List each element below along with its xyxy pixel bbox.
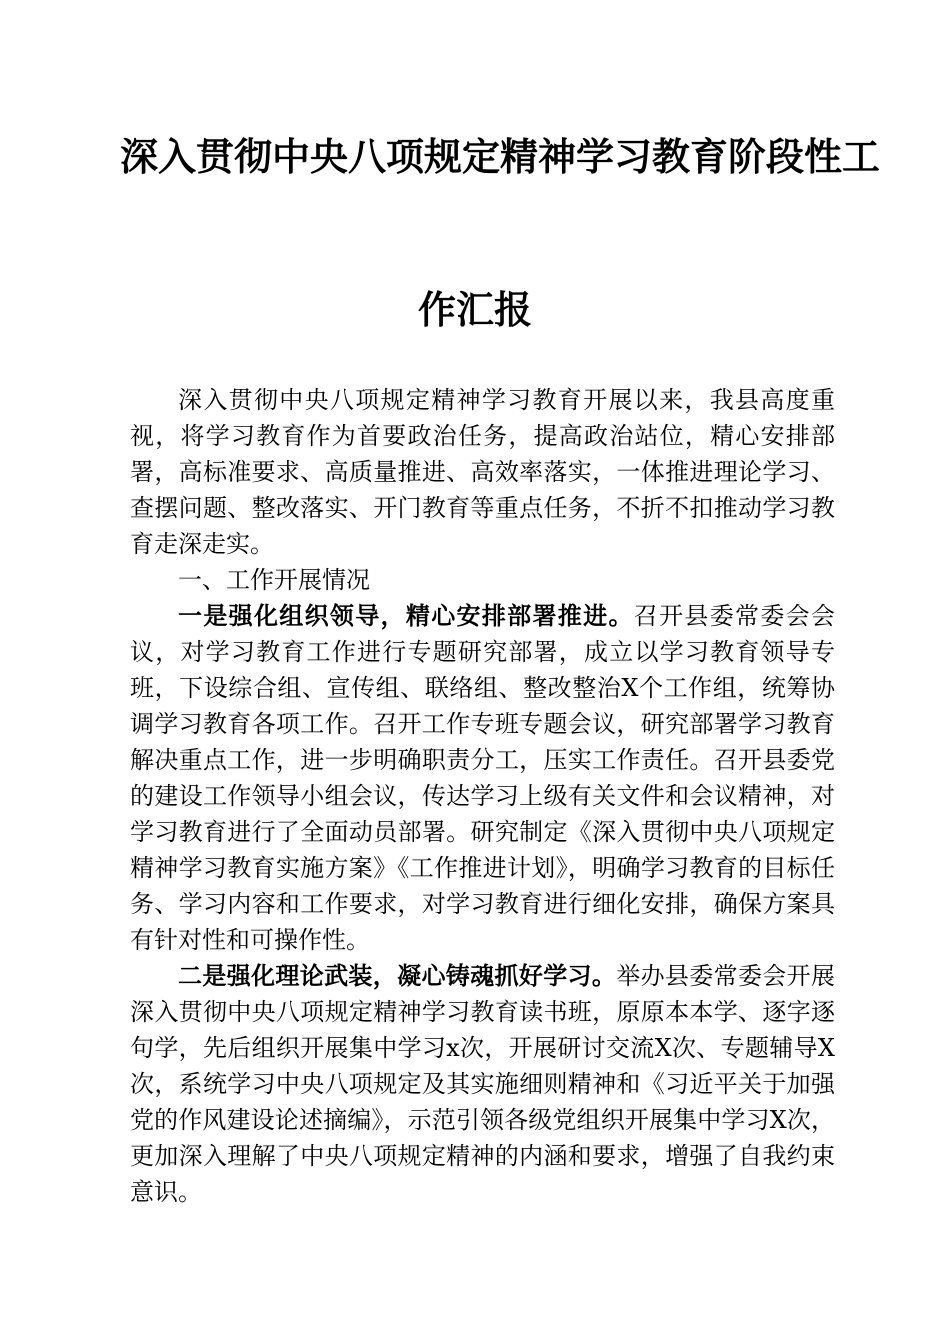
paragraph-1-lead: 一是强化组织领导，精心安排部署推进。	[178, 601, 634, 630]
section-heading: 一、工作开展情况	[178, 566, 370, 594]
body-paragraph-1	[130, 598, 835, 958]
document-title-line-1: 深入贯彻中央八项规定精神学习教育阶段性工	[120, 134, 881, 179]
body-paragraph-2	[130, 958, 835, 1210]
intro-paragraph: 深入贯彻中央八项规定精神学习教育开展以来，我县高度重视，将学习教育作为首要政治任务，提高政治站位，精心安排部署，高标准要求、高质量推进、高效率落实，一体推进理论学习、查摆问题、整改落实、开门教育等重点任务，不折不扣推动学习教育走深走实。	[130, 386, 835, 558]
paragraph-1-text: 召开县委常委会会议，对学习教育工作进行专题研究部署，成立以学习教育领导专班，下设综合组、宣传组、联络组、整改整治X个工作组，统筹协调学习教育各项工作。召开工作专班专题会议，研究部署学习教育解决重点工作，进一步明确职责分工，压实工作责任。召开县委党的建设工作领导小组会议，传达学习上级有关文件和会议精神，对学习教育进行了全面动员部署。研究制定《深入贯彻中央八项规定精神学习教育实施方案》《工作推进计划》，明确学习教育的目标任务、学习内容和工作要求，对学习教育进行细化安排，确保方案具有针对性和可操作性。	[130, 602, 836, 954]
paragraph-2-lead: 二是强化理论武装，凝心铸魂抓好学习。	[178, 961, 617, 990]
document-title-line-2: 作汇报	[417, 287, 532, 332]
paragraph-2-text: 举办县委常委会开展深入贯彻中央八项规定精神学习教育读书班，原原本本学、逐字逐句学，先后组织开展集中学习x次，开展研讨交流X次、专题辅导X次，系统学习中央八项规定及其实施细则精神和《习近平关于加强党的作风建设论述摘编》，示范引领各级党组织开展集中学习X次，更加深入理解了中央八项规定精神的内涵和要求，增强了自我约束意识。	[130, 962, 836, 1206]
document-body	[130, 382, 835, 1210]
